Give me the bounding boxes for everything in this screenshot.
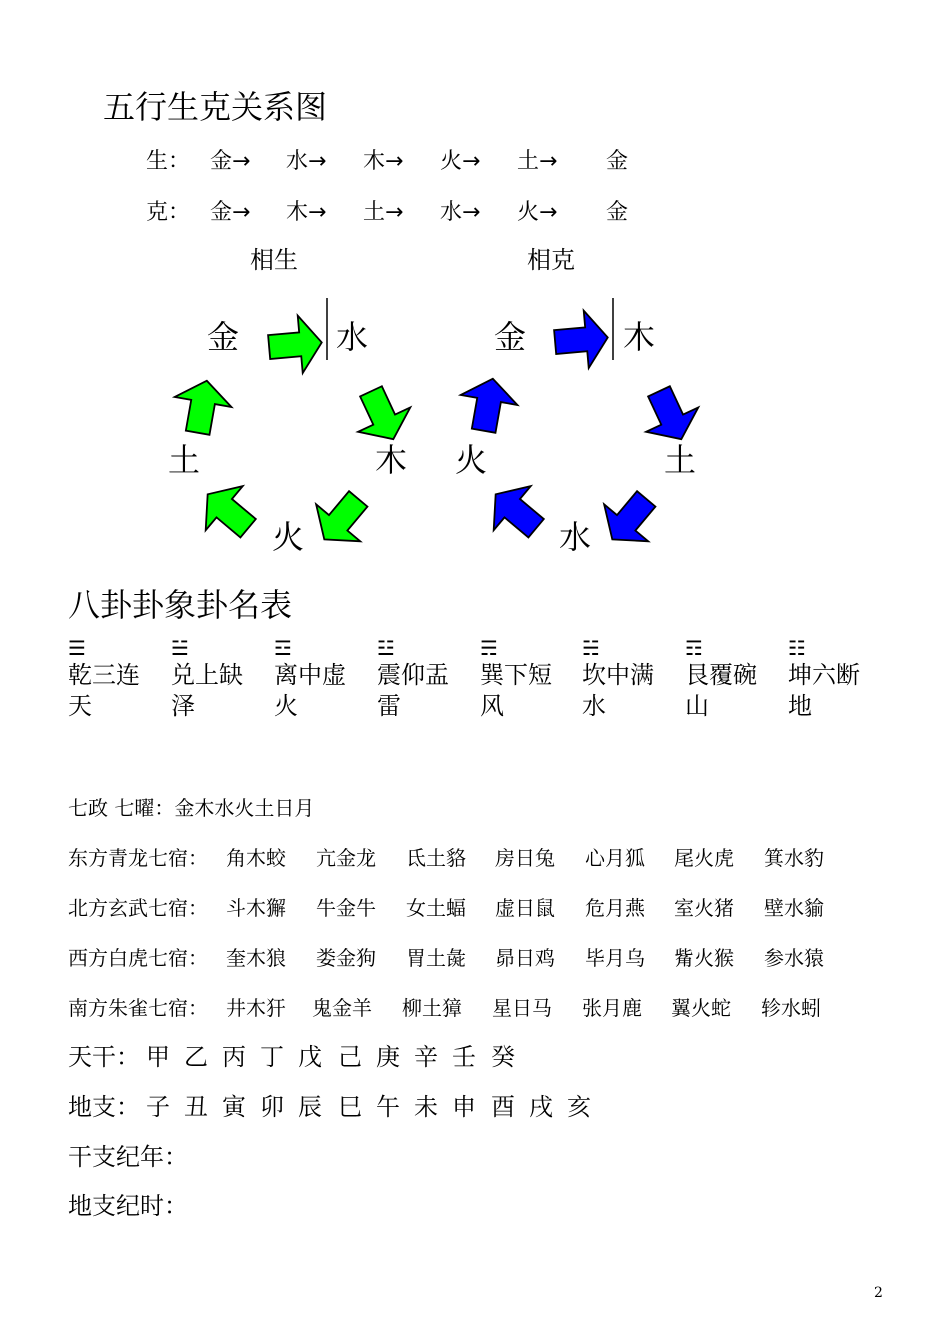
sheng-element-bottom: 火	[272, 518, 305, 556]
ke-item: 火→	[517, 200, 558, 225]
trigram-nature: 泽	[171, 692, 195, 720]
mansion-item: 张月鹿	[582, 996, 642, 1020]
dizhi-item: 辰	[298, 1093, 322, 1121]
trigram-nature: 风	[480, 692, 504, 720]
sheng-item: 金	[606, 149, 629, 174]
trigram-name: 离中虚	[274, 661, 346, 689]
mansion-item: 昴日鸡	[495, 946, 555, 970]
trigram-nature: 天	[68, 692, 92, 720]
mansion-item: 翼火蛇	[671, 996, 731, 1020]
dizhi-item: 寅	[222, 1093, 246, 1121]
trigram-symbol: ☶	[685, 636, 703, 660]
sheng-arrow-mu-huo	[302, 480, 380, 557]
mansion-item: 危月燕	[585, 896, 645, 920]
trigram-nature: 火	[274, 692, 298, 720]
wuxing-cycle-diagrams	[0, 0, 950, 600]
sheng-arrow-huo-tu	[189, 472, 266, 550]
tiangan-item: 丙	[222, 1043, 246, 1071]
ke-label: 克：	[146, 200, 191, 225]
mansion-item: 鬼金羊	[312, 996, 372, 1020]
page-title: 五行生克关系图	[103, 88, 328, 126]
mansion-item: 壁水貐	[764, 896, 824, 920]
trigram-name: 乾三连	[68, 661, 140, 689]
sheng-arrow-jin-shui	[267, 314, 325, 376]
ke-item: 水→	[440, 200, 481, 225]
mansion-item: 心月狐	[585, 846, 645, 870]
ke-diagram-title: 相克	[527, 246, 575, 274]
sheng-diagram-title: 相生	[250, 246, 298, 274]
sheng-item: 金→	[210, 149, 251, 174]
sheng-item: 土→	[517, 149, 558, 174]
trigram-nature: 地	[788, 692, 812, 720]
trigram-zhen	[377, 636, 449, 722]
trigram-name: 艮覆碗	[685, 661, 757, 689]
mansion-item: 柳土獐	[402, 996, 462, 1020]
dizhi-item: 未	[414, 1093, 438, 1121]
mansion-item: 井木犴	[226, 996, 286, 1020]
trigram-kun	[788, 636, 860, 722]
mansion-item: 毕月乌	[585, 946, 645, 970]
mansion-item: 轸水蚓	[761, 996, 821, 1020]
mansion-label: 西方白虎七宿：	[68, 946, 208, 970]
tiangan-label: 天干：	[68, 1043, 140, 1071]
mansion-label: 南方朱雀七宿：	[68, 996, 208, 1020]
mansion-item: 角木蛟	[226, 846, 286, 870]
trigram-li	[274, 636, 346, 722]
trigram-symbol: ☰	[68, 636, 86, 660]
trigram-name: 巽下短	[480, 661, 552, 689]
trigram-symbol: ☵	[582, 636, 600, 660]
trigram-gen	[685, 636, 757, 722]
sheng-item: 水→	[286, 149, 327, 174]
bagua-title: 八卦卦象卦名表	[68, 586, 293, 624]
tiangan-item: 己	[338, 1043, 362, 1071]
ke-item: 金	[606, 200, 629, 225]
trigram-kan	[582, 636, 654, 722]
sheng-element-top-right: 水	[336, 318, 369, 356]
sheng-element-top-left: 金	[207, 318, 240, 356]
dizhi-label: 地支：	[68, 1093, 140, 1121]
sheng-label: 生：	[146, 149, 191, 174]
trigram-nature: 雷	[377, 692, 401, 720]
mansion-item: 奎木狼	[226, 946, 286, 970]
dizhi-item: 酉	[491, 1093, 515, 1121]
ke-item: 木→	[286, 200, 327, 225]
trigram-name: 兑上缺	[171, 661, 243, 689]
trigram-symbol: ☱	[171, 636, 189, 660]
tiangan-item: 甲	[146, 1043, 170, 1071]
mansion-item: 牛金牛	[316, 896, 376, 920]
ke-item: 土→	[363, 200, 404, 225]
sheng-element-right: 木	[375, 441, 408, 479]
sheng-item: 火→	[440, 149, 481, 174]
dizhi-item: 午	[376, 1093, 400, 1121]
mansion-item: 觜火猴	[674, 946, 734, 970]
mansion-label: 东方青龙七宿：	[68, 846, 208, 870]
dizhi-item: 申	[452, 1093, 476, 1121]
mansion-item: 娄金狗	[316, 946, 376, 970]
mansion-item: 女土蝠	[406, 896, 466, 920]
tiangan-item: 戊	[298, 1043, 322, 1071]
page-number: 2	[874, 1285, 883, 1301]
mansion-item: 尾火虎	[674, 846, 734, 870]
trigram-nature: 山	[685, 692, 709, 720]
mansion-item: 虚日鼠	[495, 896, 555, 920]
trigram-name: 坎中满	[582, 661, 654, 689]
tiangan-item: 壬	[452, 1043, 476, 1071]
mansion-item: 房日兔	[495, 846, 555, 870]
ganzhi-year-label: 干支纪年：	[68, 1143, 188, 1171]
trigram-symbol: ☳	[377, 636, 395, 660]
mansion-label: 北方玄武七宿：	[68, 896, 208, 920]
sheng-arrow-tu-jin	[169, 376, 235, 438]
tiangan-item: 丁	[260, 1043, 284, 1071]
dizhi-hour-label: 地支纪时：	[68, 1192, 188, 1220]
ke-element-top-right: 木	[623, 318, 656, 356]
mansion-item: 室火猪	[674, 896, 734, 920]
trigram-symbol: ☷	[788, 636, 806, 660]
mansion-item: 参水猿	[764, 946, 824, 970]
trigram-nature: 水	[582, 692, 606, 720]
mansion-item: 箕水豹	[764, 846, 824, 870]
ke-arrow-jin-mu	[553, 309, 611, 371]
trigram-name: 坤六断	[788, 661, 860, 689]
sheng-element-left: 土	[168, 441, 201, 479]
ke-element-left: 火	[455, 441, 488, 479]
dizhi-item: 戌	[529, 1093, 553, 1121]
tiangan-item: 辛	[414, 1043, 438, 1071]
ke-item: 金→	[210, 200, 251, 225]
ke-element-right: 土	[664, 441, 697, 479]
dizhi-item: 亥	[567, 1093, 591, 1121]
trigram-xun	[480, 636, 552, 722]
dizhi-item: 子	[146, 1093, 170, 1121]
seven-luminaries: 七政 七曜：金木水火土日月	[68, 796, 315, 820]
tiangan-item: 癸	[491, 1043, 515, 1071]
mansion-item: 斗木獬	[226, 896, 286, 920]
tiangan-item: 庚	[376, 1043, 400, 1071]
ke-element-top-left: 金	[494, 318, 527, 356]
ke-arrow-shui-huo	[477, 472, 554, 550]
dizhi-item: 巳	[338, 1093, 362, 1121]
trigram-qian	[68, 636, 140, 722]
mansion-item: 胃土彘	[406, 946, 466, 970]
sheng-item: 木→	[363, 149, 404, 174]
mansion-item: 星日马	[492, 996, 552, 1020]
dizhi-item: 卯	[260, 1093, 284, 1121]
ke-arrow-tu-shui	[590, 480, 668, 557]
trigram-symbol: ☲	[274, 636, 292, 660]
tiangan-item: 乙	[184, 1043, 208, 1071]
trigram-symbol: ☴	[480, 636, 498, 660]
dizhi-item: 丑	[184, 1093, 208, 1121]
trigram-name: 震仰盂	[377, 661, 449, 689]
ke-element-bottom: 水	[559, 518, 592, 556]
mansion-item: 亢金龙	[316, 846, 376, 870]
ke-arrow-huo-jin	[455, 374, 521, 436]
mansion-item: 氐土貉	[406, 846, 466, 870]
trigram-dui	[171, 636, 243, 722]
